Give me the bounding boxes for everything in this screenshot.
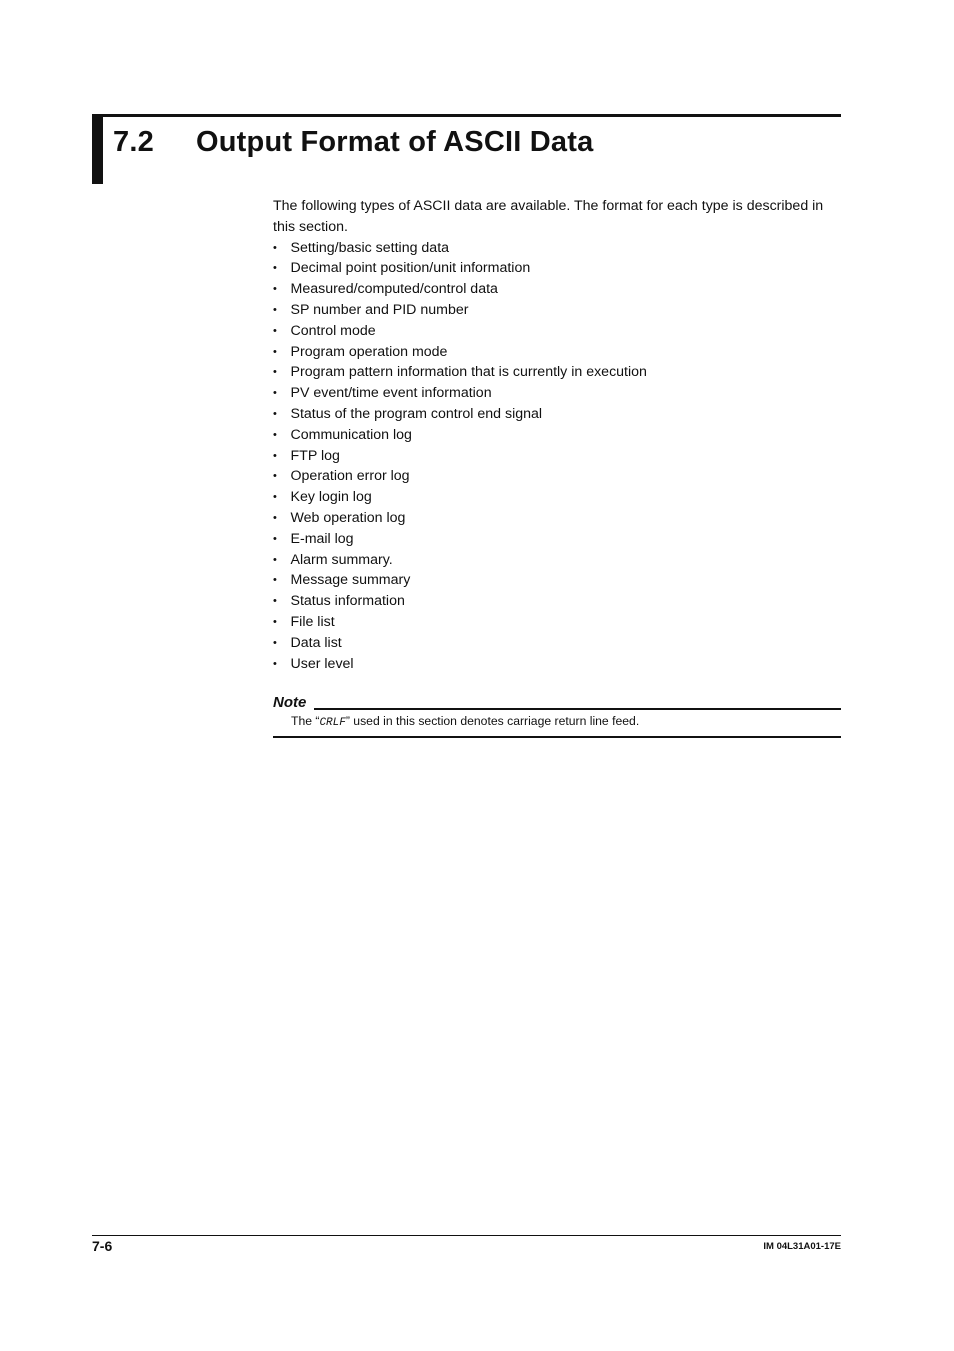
list-item: [273, 279, 841, 300]
note-text-before: The “: [291, 714, 320, 728]
list-item: [273, 487, 841, 508]
list-item-label: Status information: [290, 593, 405, 610]
section-title: Output Format of ASCII Data: [196, 126, 594, 158]
list-item: [273, 529, 841, 550]
bullet-icon: •: [273, 657, 277, 670]
bullet-icon: •: [273, 449, 277, 462]
section-body: [273, 196, 841, 674]
section-marker-bar: [92, 114, 103, 184]
note-bottom-rule: [273, 736, 841, 738]
data-type-list: [273, 238, 841, 675]
bullet-icon: •: [273, 470, 277, 483]
list-item-label: Operation error log: [290, 468, 410, 485]
list-item-label: Program operation mode: [290, 343, 448, 360]
section-number: 7.2: [113, 126, 154, 158]
intro-paragraph: The following types of ASCII data are available. The format for each type is described in this section.: [273, 198, 824, 235]
list-item: [273, 446, 841, 467]
bullet-icon: •: [273, 491, 277, 504]
list-item: [273, 300, 841, 321]
list-item-label: Setting/basic setting data: [290, 239, 450, 256]
bullet-icon: •: [273, 387, 277, 400]
list-item-label: Decimal point position/unit information: [290, 260, 531, 277]
bullet-icon: •: [273, 615, 277, 628]
list-item-label: Key login log: [290, 489, 372, 506]
list-item-label: PV event/time event information: [290, 385, 492, 402]
note-box: [273, 694, 841, 738]
list-item: [273, 508, 841, 529]
bullet-icon: •: [273, 553, 277, 566]
page-number: 7-6: [92, 1238, 113, 1254]
list-item: [273, 591, 841, 612]
bullet-icon: •: [273, 511, 277, 524]
list-item-label: Message summary: [290, 572, 411, 589]
list-item-label: Web operation log: [290, 509, 406, 526]
bullet-icon: •: [273, 262, 277, 275]
list-item: [273, 321, 841, 342]
list-item-label: Control mode: [290, 322, 376, 339]
list-item: [273, 362, 841, 383]
list-item: [273, 633, 841, 654]
list-item-label: E-mail log: [290, 530, 354, 547]
document-id: IM 04L31A01-17E: [763, 1241, 841, 1252]
section-header-rule: [103, 114, 841, 117]
list-item-label: Program pattern information that is currently in execution: [290, 364, 647, 381]
note-top-rule: [314, 708, 841, 710]
list-item: [273, 404, 841, 425]
note-text-after: ” used in this section denotes carriage return line feed.: [345, 714, 640, 728]
bullet-icon: •: [273, 324, 277, 337]
list-item: [273, 383, 841, 404]
bullet-icon: •: [273, 595, 277, 608]
note-code: CRLF: [319, 717, 346, 729]
bullet-icon: •: [273, 366, 277, 379]
list-item: [273, 425, 841, 446]
note-header: [273, 694, 841, 712]
bullet-icon: •: [273, 532, 277, 545]
list-item-label: Communication log: [290, 426, 412, 443]
note-label: Note: [273, 694, 307, 711]
bullet-icon: •: [273, 241, 277, 254]
list-item: [273, 342, 841, 363]
list-item-label: Data list: [290, 634, 342, 651]
bullet-icon: •: [273, 407, 277, 420]
bullet-icon: •: [273, 283, 277, 296]
bullet-icon: •: [273, 574, 277, 587]
list-item: [273, 238, 841, 259]
list-item-label: File list: [290, 613, 335, 630]
bullet-icon: •: [273, 428, 277, 441]
note-text: [291, 714, 841, 731]
list-item: [273, 612, 841, 633]
list-item-label: FTP log: [290, 447, 340, 464]
list-item: [273, 258, 841, 279]
list-item-label: User level: [290, 655, 354, 672]
list-item-label: Measured/computed/control data: [290, 281, 498, 298]
list-item: [273, 654, 841, 675]
bullet-icon: •: [273, 636, 277, 649]
bullet-icon: •: [273, 345, 277, 358]
list-item: [273, 570, 841, 591]
footer-rule: [92, 1235, 841, 1236]
list-item: [273, 550, 841, 571]
list-item-label: SP number and PID number: [290, 301, 469, 318]
list-item: [273, 466, 841, 487]
bullet-icon: •: [273, 303, 277, 316]
list-item-label: Status of the program control end signal: [290, 405, 543, 422]
list-item-label: Alarm summary.: [290, 551, 393, 568]
